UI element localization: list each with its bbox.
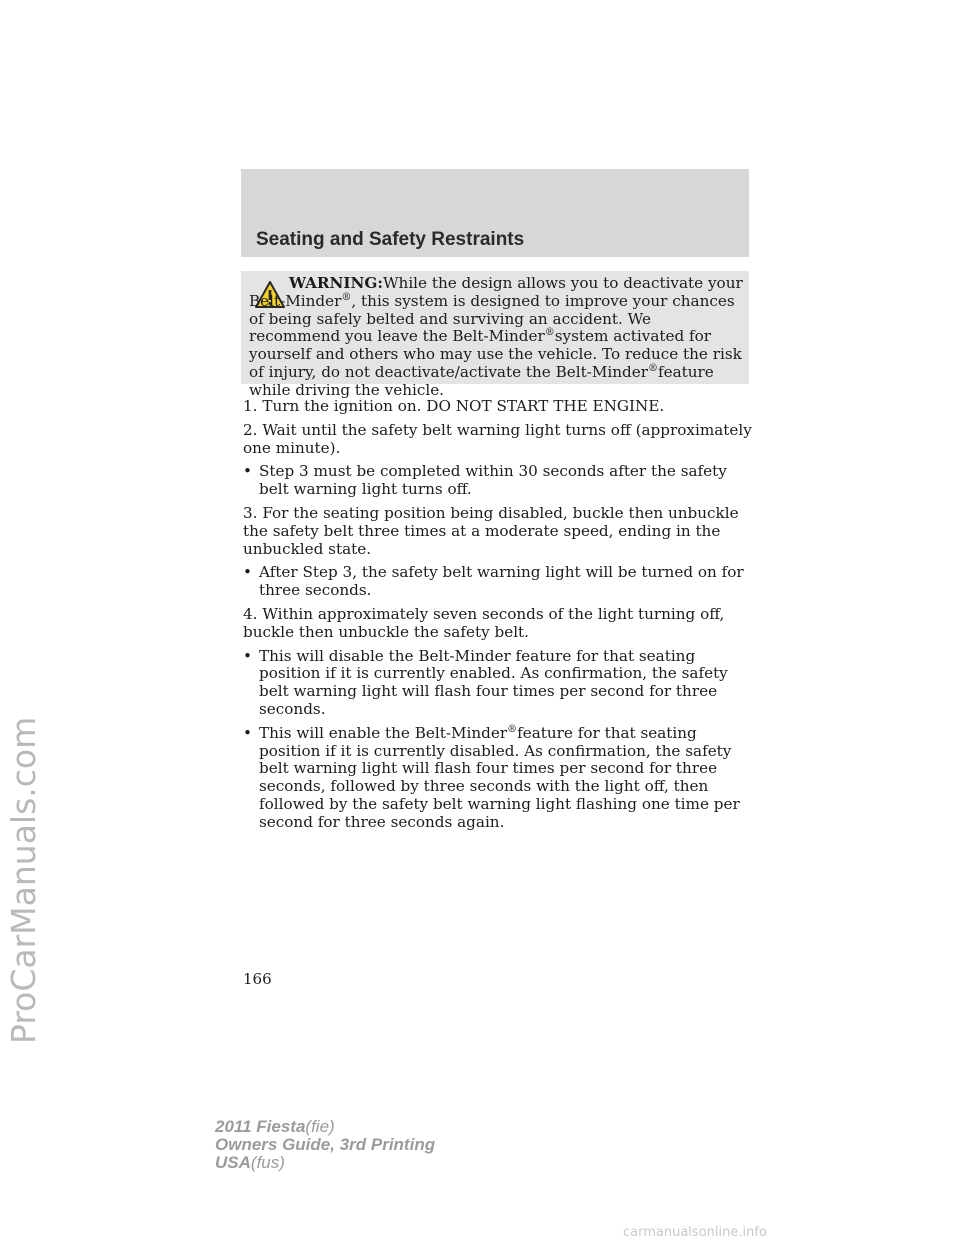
body-content: [243, 398, 753, 838]
section-header: [241, 169, 749, 257]
warning-label: WARNING:: [289, 274, 383, 292]
footer-line-model: [215, 1118, 435, 1136]
footer-line-market: [215, 1154, 435, 1172]
warning-box: [241, 271, 749, 399]
step-4: 4. Within approximately seven seconds of the light turning off, buckle then unbuckle the safety belt.: [243, 604, 725, 641]
registered-mark: ®: [341, 291, 352, 303]
bullet-mark: •: [243, 646, 252, 665]
footer-market-code: (fus): [250, 1153, 285, 1172]
registered-mark: ®: [507, 723, 518, 735]
footer-model-code: (fie): [305, 1117, 335, 1136]
section-title: Seating and Safety Restraints: [256, 229, 525, 250]
bullet-text: [259, 724, 740, 831]
step-2: 2. Wait until the safety belt warning light turns off (approximately one minute).: [243, 420, 752, 457]
bullet-text: After Step 3, the safety belt warning light will be turned on for three seconds.: [259, 563, 744, 600]
bullet-mark: •: [243, 563, 252, 582]
warning-text-part: , this system is designed to improve your chances of being safely belted and surviving an accident. We recommend you leave the Belt-Minder: [249, 291, 735, 346]
footer-model: 2011 Fiesta: [215, 1117, 306, 1136]
bullet-mark: •: [243, 723, 252, 742]
bullet-item: [243, 648, 753, 719]
bullet-text: This will disable the Belt-Minder feature for that seating position if it is currently enabled. As confirmation, the safety belt warning light will flash four times per second for three seconds.: [259, 646, 728, 718]
registered-mark: ®: [544, 327, 555, 339]
bullet-text: Step 3 must be completed within 30 seconds after the safety belt warning light turns off.: [259, 462, 727, 499]
page-number: 166: [243, 970, 272, 988]
bullet-item: [243, 564, 753, 600]
warning-text-part: While the design allows you to deactivate your Belt-Minder: [249, 274, 743, 310]
step-1: 1. Turn the ignition on. DO NOT START THE ENGINE.: [243, 397, 665, 415]
step-3: 3. For the seating position being disabled, buckle then unbuckle the safety belt three times at a moderate speed, ending in the unbuckled state.: [243, 503, 739, 558]
site-watermark: carmanualsonline.info: [623, 1225, 767, 1240]
registered-mark: ®: [648, 362, 658, 374]
footer-guide: Owners Guide, 3rd Printing: [215, 1135, 436, 1154]
bullet-text-part: feature for that seating position if it is currently disabled. As confirmation, the safety belt warning light will flash four times per second for three seconds, followed by three seconds with the light off, then followed by the safety belt warning light flashing one time per second for three seconds again.: [259, 723, 740, 831]
warning-text: [249, 275, 743, 400]
footer: [215, 1118, 435, 1172]
bullet-item: [243, 725, 753, 832]
warning-text-part: feature while driving the vehicle.: [249, 362, 714, 399]
bullet-text-part: This will enable the Belt-Minder: [259, 723, 508, 742]
footer-market: USA: [215, 1153, 251, 1172]
side-watermark: ProCarManuals.com: [4, 716, 43, 1044]
bullet-item: [243, 463, 753, 499]
bullet-mark: •: [243, 462, 252, 481]
warning-text-part: system activated for yourself and others who may use the vehicle. To reduce the risk of injury, do not deactivate/activate the Belt-Minder: [249, 327, 742, 381]
